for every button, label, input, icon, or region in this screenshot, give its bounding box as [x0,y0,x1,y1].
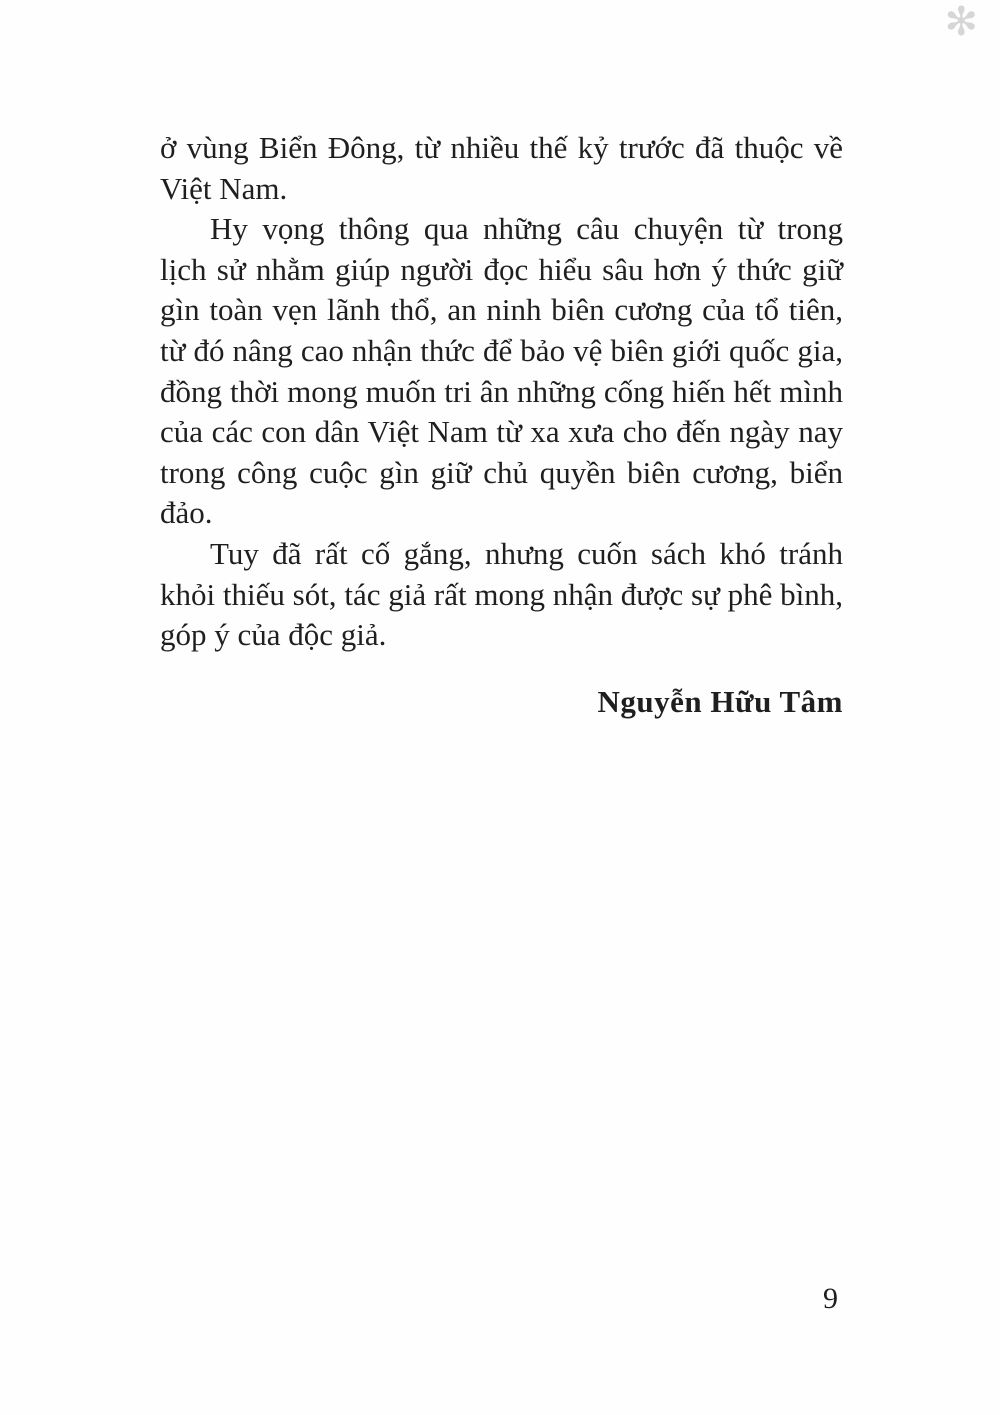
page-number: 9 [823,1282,838,1315]
body-text [160,128,843,722]
paragraph-continuation: ở vùng Biển Đông, từ nhiều thế kỷ trước đã thuộc về Việt Nam. [160,130,843,206]
paragraph: Hy vọng thông qua những câu chuyện từ trong lịch sử nhằm giúp người đọc hiểu sâu hơn ý thức giữ gìn toàn vẹn lãnh thổ, an ninh biên cương của tổ tiên, từ đó nâng cao nhận thức để bảo vệ biên giới quốc gia, đồng thời mong muốn tri ân những cống hiến hết mình của các con dân Việt Nam từ xa xưa cho đến ngày nay trong công cuộc gìn giữ chủ quyền biên cương, biển đảo. [160,211,843,531]
author-name: Nguyễn Hữu Tâm [597,683,843,719]
paragraph: Tuy đã rất cố gắng, nhưng cuốn sách khó tránh khỏi thiếu sót, tác giả rất mong nhận được sự phê bình, góp ý của độc giả. [160,535,843,653]
flower-ornament-icon: ✻ [944,0,978,44]
